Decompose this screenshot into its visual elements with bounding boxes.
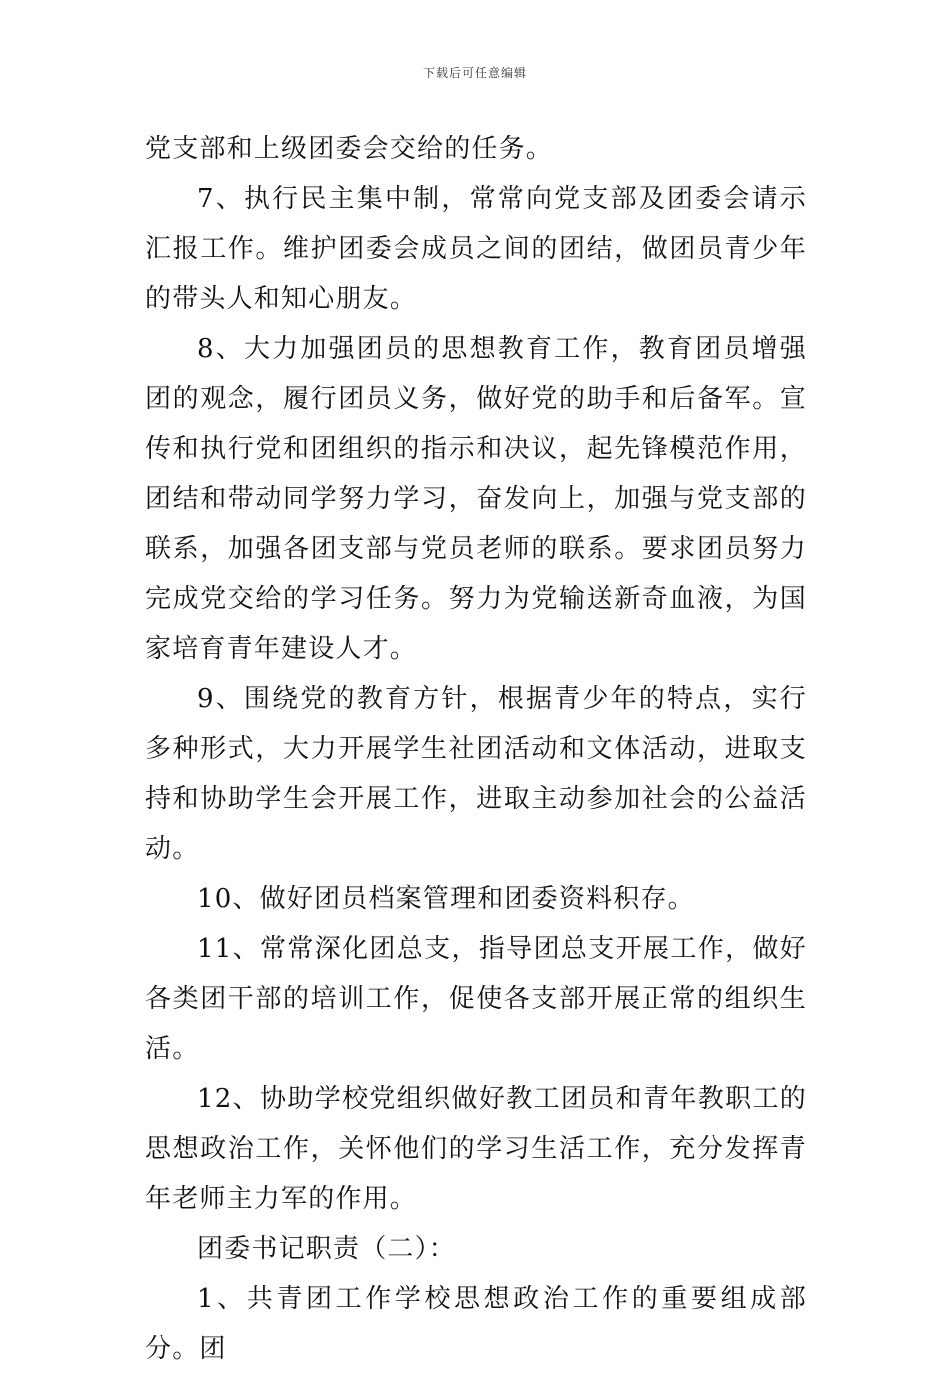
paragraph-item-11: 11、常常深化团总支，指导团总支开展工作，做好各类团干部的培训工作，促使各支部开展正常的组织生活。 [145, 934, 807, 1064]
paragraph-continuation: 党支部和上级团委会交给的任务。 [145, 134, 554, 164]
section-heading: 团委书记职责（二）： [197, 1234, 457, 1264]
paragraph-item-10: 10、做好团员档案管理和团委资料积存。 [197, 884, 695, 914]
paragraph-item-12: 12、协助学校党组织做好教工团员和青年教职工的思想政治工作，关怀他们的学习生活工作，充分发挥青年老师主力军的作用。 [145, 1084, 807, 1214]
paragraph-item-7: 7、执行民主集中制，常常向党支部及团委会请示汇报工作。维护团委会成员之间的团结，做团员青少年的带头人和知心朋友。 [145, 184, 807, 314]
page-header: 下载后可任意编辑 [422, 66, 527, 80]
paragraph-item-9: 9、围绕党的教育方针，根据青少年的特点，实行多种形式，大力开展学生社团活动和文体活动，进取支持和协助学生会开展工作，进取主动参加社会的公益活动。 [145, 684, 807, 864]
paragraph-item-1: 1、共青团工作学校思想政治工作的重要组成部分。团 [145, 1284, 807, 1364]
paragraph-item-8: 8、大力加强团员的思想教育工作，教育团员增强团的观念，履行团员义务，做好党的助手和后备军。宣传和执行党和团组织的指示和决议，起先锋模范作用，团结和带动同学努力学习，奋发向上，加强与党支部的联系，加强各团支部与党员老师的联系。要求团员努力完成党交给的学习任务。努力为党输送新奇血液，为国家培育青年建设人才。 [145, 334, 807, 664]
document-body [145, 124, 807, 1374]
